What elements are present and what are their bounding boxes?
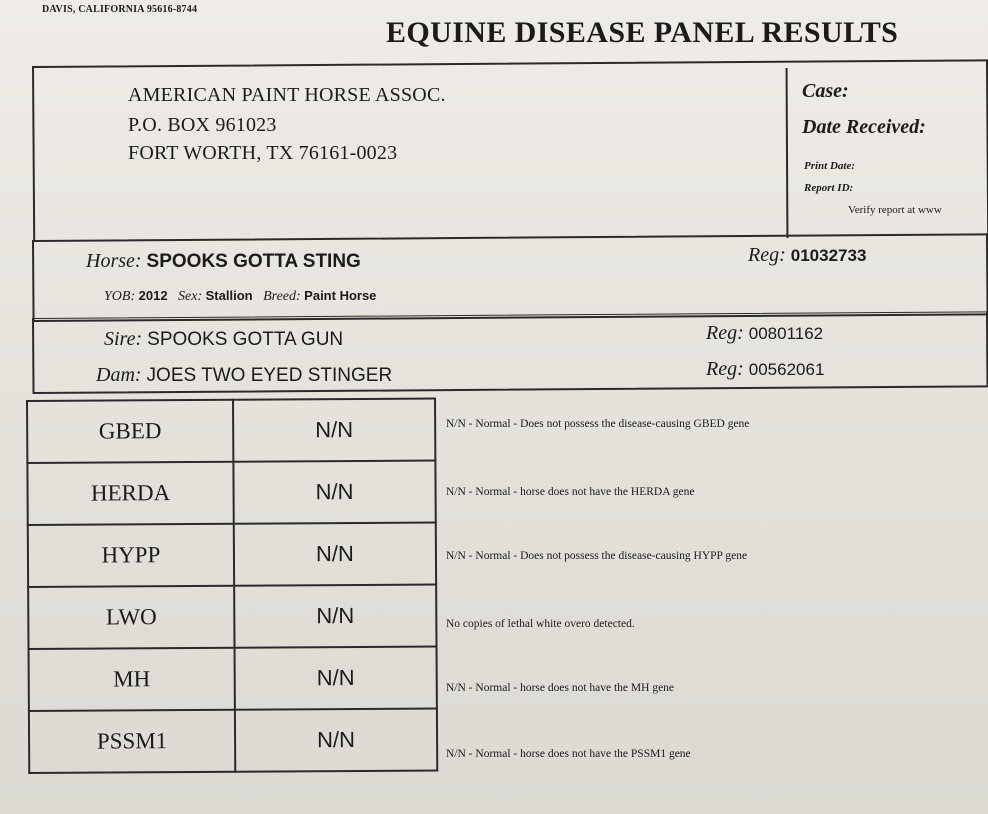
horse-reg-number: 01032733 — [790, 246, 867, 265]
recipient-line-2: P.O. BOX 961023 — [128, 114, 277, 136]
result-description: N/N - Normal - Does not possess the disease-causing HYPP gene — [446, 550, 748, 562]
yob-value: 2012 — [138, 288, 168, 303]
results-table — [26, 397, 438, 773]
table-row — [27, 461, 435, 525]
test-result: N/N — [233, 461, 435, 524]
sire-label: Sire: — [104, 328, 143, 350]
dam-reg-label: Reg: — [706, 358, 744, 380]
sire-reg-label: Reg: — [706, 322, 744, 344]
result-description: N/N - Normal - horse does not have the HERDA gene — [446, 486, 695, 498]
test-result: N/N — [233, 399, 435, 462]
breed-value: Paint Horse — [304, 288, 377, 303]
sire-row — [104, 328, 343, 351]
test-result: N/N — [235, 708, 437, 771]
dam-row — [96, 364, 392, 387]
table-row — [28, 584, 436, 648]
case-label: Case: — [802, 80, 849, 102]
horse-details-row — [104, 288, 376, 305]
recipient-line-3: FORT WORTH, TX 76161-0023 — [128, 142, 398, 164]
test-name: MH — [29, 648, 235, 711]
sire-name: SPOOKS GOTTA GUN — [147, 329, 344, 350]
result-description: No copies of lethal white overo detected. — [446, 618, 635, 630]
dam-name: JOES TWO EYED STINGER — [146, 365, 393, 386]
date-received-label: Date Received: — [802, 116, 926, 138]
recipient-line-1: AMERICAN PAINT HORSE ASSOC. — [128, 84, 446, 106]
breed-label: Breed: — [263, 289, 301, 304]
verify-report-text: Verify report at www — [848, 204, 942, 216]
result-description: N/N - Normal - horse does not have the PSSM1 gene — [446, 748, 691, 760]
print-date-label: Print Date: — [804, 160, 856, 172]
lab-address: DAVIS, CALIFORNIA 95616-8744 — [42, 4, 198, 15]
test-result: N/N — [234, 584, 436, 647]
table-row — [28, 522, 436, 586]
test-name: GBED — [27, 400, 233, 463]
page-title: EQUINE DISEASE PANEL RESULTS — [386, 16, 899, 49]
horse-reg-row — [748, 244, 866, 267]
horse-reg-label: Reg: — [748, 244, 786, 266]
table-row — [29, 646, 437, 710]
dam-label: Dam: — [96, 364, 142, 386]
test-result: N/N — [235, 646, 437, 709]
sex-value: Stallion — [205, 288, 253, 303]
test-name: LWO — [28, 586, 234, 649]
horse-label: Horse: — [86, 250, 142, 272]
yob-label: YOB: — [104, 289, 136, 304]
result-description: N/N - Normal - horse does not have the MH gene — [446, 682, 675, 694]
sex-label: Sex: — [178, 289, 203, 304]
result-description: N/N - Normal - Does not possess the disease-causing GBED gene — [446, 418, 750, 430]
sire-reg-row — [706, 322, 823, 345]
table-row — [27, 399, 435, 463]
dam-reg-number: 00562061 — [748, 360, 825, 379]
report-id-label: Report ID: — [804, 182, 854, 194]
table-row — [29, 708, 437, 772]
sire-reg-number: 00801162 — [748, 324, 824, 343]
test-result: N/N — [234, 522, 436, 585]
test-name: HYPP — [28, 524, 234, 587]
test-name: PSSM1 — [29, 710, 235, 773]
test-name: HERDA — [27, 462, 233, 525]
horse-row — [86, 250, 361, 273]
horse-name: SPOOKS GOTTA STING — [146, 251, 361, 272]
dam-reg-row — [706, 358, 824, 381]
